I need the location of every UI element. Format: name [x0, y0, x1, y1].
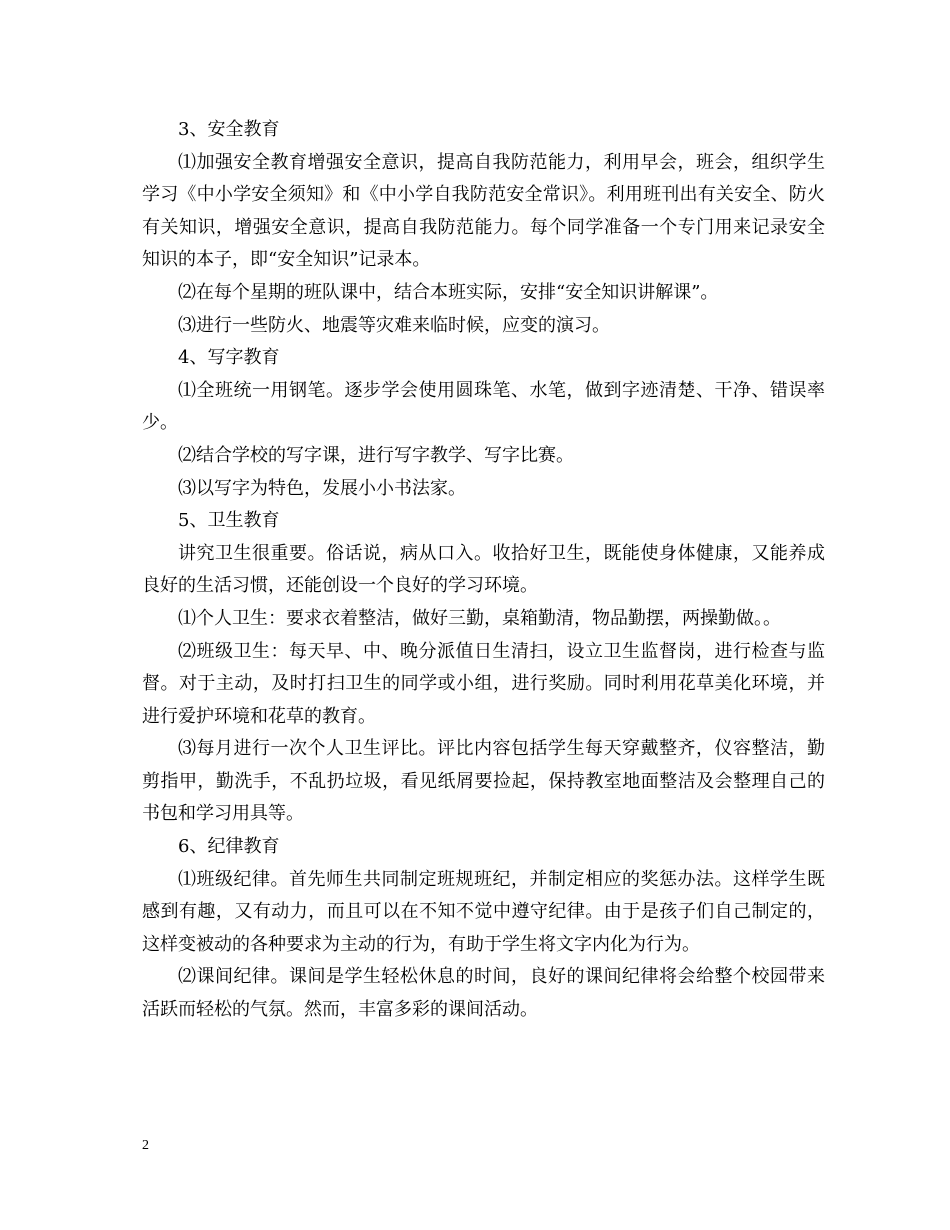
paragraph-hygiene-2: ⑵班级卫生：每天早、中、晚分派值日生清扫，设立卫生监督岗，进行检查与监督。对于主动，及时打扫卫生的同学或小组，进行奖励。同时利用花草美化环境，并进行爱护环境和花草的教育。 — [142, 640, 825, 727]
paragraph-hygiene-1: ⑴个人卫生：要求衣着整洁，做好三勤，桌箱勤清，物品勤摆，两操勤做。。 — [178, 607, 781, 629]
document-body — [142, 114, 825, 1027]
paragraph-safety-1: ⑴加强安全教育增强安全意识，提高自我防范能力，利用早会，班会，组织学生学习《中小学安全须知》和《中小学自我防范安全常识》。利用班刊出有关安全、防火有关知识，增强安全意识，提高自我防范能力。每个同学准备一个专门用来记录安全知识的本子，即“安全知识”记录本。 — [142, 151, 825, 271]
paragraph-hygiene-intro: 讲究卫生很重要。俗话说，病从口入。收拾好卫生，既能使身体健康，又能养成良好的生活习惯，还能创设一个良好的学习环境。 — [142, 542, 825, 597]
paragraph-discipline-2: ⑵课间纪律。课间是学生轻松休息的时间，良好的课间纪律将会给整个校园带来活跃而轻松的气氛。然而，丰富多彩的课间活动。 — [142, 966, 825, 1021]
paragraph-discipline-1: ⑴班级纪律。首先师生共同制定班规班纪，并制定相应的奖惩办法。这样学生既感到有趣，又有动力，而且可以在不知不觉中遵守纪律。由于是孩子们自己制定的，这样变被动的各种要求为主动的行为，有助于学生将文字内化为行为。 — [142, 868, 825, 955]
section-heading-hygiene: 5、卫生教育 — [178, 510, 280, 532]
page-number: 2 — [142, 1138, 149, 1153]
paragraph-writing-1: ⑴全班统一用钢笔。逐步学会使用圆珠笔、水笔，做到字迹清楚、干净、错误率少。 — [142, 379, 825, 434]
paragraph-safety-3: ⑶进行一些防火、地震等灾难来临时候，应变的演习。 — [178, 314, 610, 336]
paragraph-writing-3: ⑶以写字为特色，发展小小书法家。 — [178, 477, 466, 499]
section-heading-safety: 3、安全教育 — [178, 119, 280, 140]
section-heading-writing: 4、写字教育 — [178, 347, 280, 369]
paragraph-hygiene-3: ⑶每月进行一次个人卫生评比。评比内容包括学生每天穿戴整齐，仪容整洁，勤剪指甲，勤洗手，不乱扔垃圾，看见纸屑要捡起，保持教室地面整洁及会整理自己的书包和学习用具等。 — [142, 738, 825, 825]
paragraph-writing-2: ⑵结合学校的写字课，进行写字教学、写字比赛。 — [178, 444, 574, 466]
paragraph-safety-2: ⑵在每个星期的班队课中，结合本班实际，安排“安全知识讲解课”。 — [178, 281, 719, 303]
section-heading-discipline: 6、纪律教育 — [178, 836, 280, 858]
